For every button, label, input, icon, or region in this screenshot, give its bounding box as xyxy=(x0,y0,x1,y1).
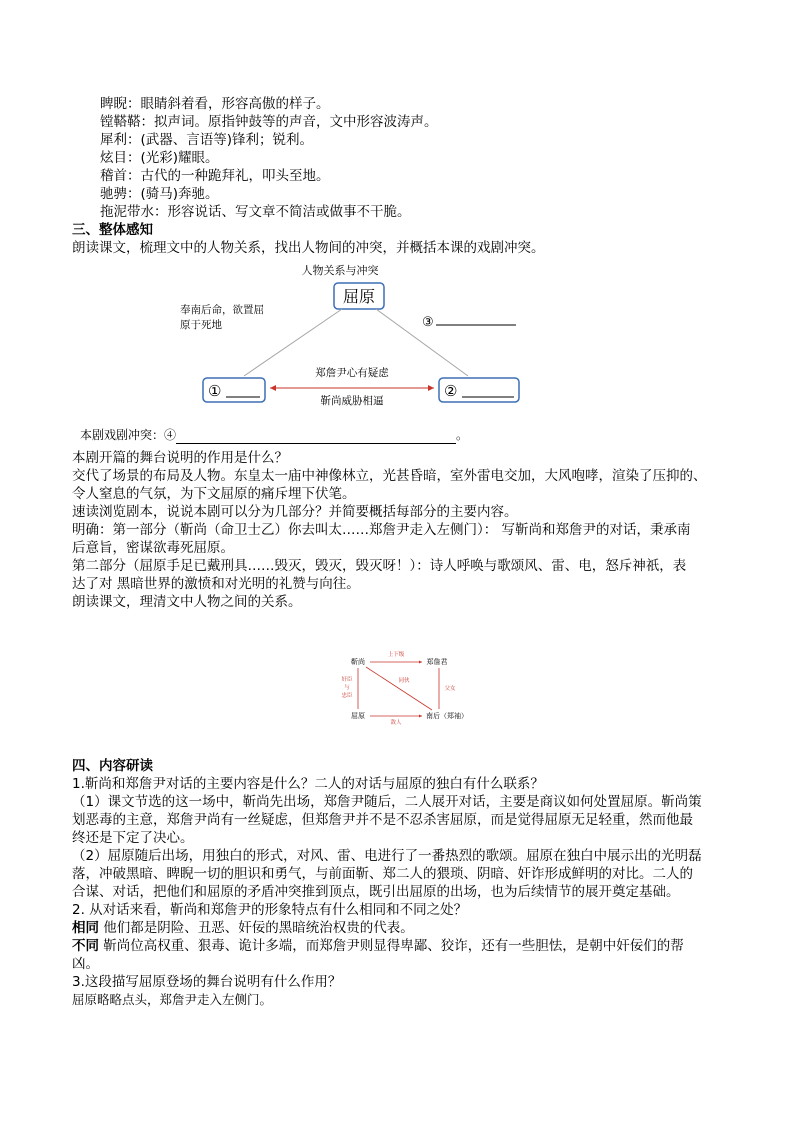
gloss-line: 驰骋：(骑马)奔驰。 xyxy=(100,186,219,202)
body-line: 后意旨，密谋欲毒死屈原。 xyxy=(72,540,234,556)
gloss-line: 拖泥带水：形容说话、写文章不简洁或做事不干脆。 xyxy=(100,204,411,220)
edge-left-label: 与 xyxy=(344,685,350,691)
node-1-label: ① xyxy=(208,382,222,400)
relationship-diagram xyxy=(150,258,530,408)
diff-label: 不同 xyxy=(72,938,99,954)
conflict-end: 。 xyxy=(456,428,469,442)
conflict-label: 本剧戏剧冲突：④ xyxy=(80,428,177,442)
body-line: 本剧开篇的舞台说明的作用是什么？ xyxy=(72,450,288,466)
edge-bottom-label: 敌人 xyxy=(390,720,402,725)
blank-3-label: ③ xyxy=(422,315,434,330)
node-2-label: ② xyxy=(444,382,458,400)
conflict-blank xyxy=(176,429,456,444)
body-line: 合谋、对话，把他们和屈原的矛盾冲突推到顶点，既引出屈原的出场，也为后续情节的展开奠定基础。 xyxy=(72,884,680,900)
body-line: 令人窒息的气氛，为下文屈原的痛斥埋下伏笔。 xyxy=(72,486,356,502)
body-line: 第二部分（屈原手足已戴刑具……毁灭，毁灭，毁灭呀！）：诗人呼唤与歌颂风、雷、电，怒斥神祇，表 xyxy=(72,558,687,574)
body-line: 1.靳尚和郑詹尹对话的主要内容是什么？二人的对话与屈原的独白有什么联系？ xyxy=(72,776,544,792)
section-heading: 三、整体感知 xyxy=(72,222,153,238)
left-note: 原于死地 xyxy=(180,319,222,331)
middle-top-label: 郑詹尹心有疑虑 xyxy=(315,367,389,379)
diff-text: 靳尚位高权重、狠毒、诡计多端，而郑詹尹则显得卑鄙、狡诈，还有一些胆怯，是朝中奸佞们的帮 xyxy=(99,938,684,954)
body-line: 凶。 xyxy=(72,956,99,972)
diagram-title: 人物关系与冲突 xyxy=(301,264,379,277)
edge-diagonal xyxy=(366,667,432,710)
edge-left-label: 奸臣 xyxy=(341,677,353,683)
body-line: 达了对 黑暗世界的激愤和对光明的礼赞与向往。 xyxy=(72,576,360,592)
section-heading: 四、内容研读 xyxy=(72,758,153,774)
body-line: （1）课文节选的这一场中，靳尚先出场，郑詹尹随后，二人展开对话，主要是商议如何处置屈原。靳尚策 xyxy=(72,794,702,810)
body-line: 速读浏览剧本，说说本剧可以分为几部分？并简要概括每部分的主要内容。 xyxy=(72,504,518,520)
body-line: 2. 从对话来看，靳尚和郑詹尹的形象特点有什么相同和不同之处？ xyxy=(72,902,468,918)
task-text: 朗读课文，梳理文中的人物关系，找出人物间的冲突，并概括本课的戏剧冲突。 xyxy=(72,240,545,256)
gloss-line: 睥睨：眼睛斜着看，形容高傲的样子。 xyxy=(100,96,330,112)
conflict-row xyxy=(80,426,468,444)
body-line: 终还是下定了决心。 xyxy=(72,830,194,846)
gloss-line: 犀利：(武器、言语等)锋利；锐利。 xyxy=(100,132,314,148)
same-row xyxy=(72,919,414,937)
gloss-line: 炫目：(光彩)耀眼。 xyxy=(100,150,219,166)
body-line: （2）屈原随后出场，用独白的形式，对风、雷、电进行了一番热烈的歌颂。屈原在独白中展示出的光明磊 xyxy=(72,848,702,864)
body-line: 朗读课文，理清文中人物之间的关系。 xyxy=(72,594,302,610)
edge-right-label: 父女 xyxy=(444,686,456,692)
edge-diagonal-label: 同伙 xyxy=(398,678,410,684)
body-line: 落，冲破黑暗、睥睨一切的胆识和勇气，与前面靳、郑二人的猥琐、阴暗、奸诈形成鲜明的对比。二人的 xyxy=(72,866,693,882)
same-label: 相同 xyxy=(72,920,99,936)
node-quyuan: 屈原 xyxy=(342,287,376,306)
edge-top-label: 上下级 xyxy=(387,652,405,658)
node-jinshang: 靳尚 xyxy=(351,658,365,666)
same-text: 他们都是阴险、丑恶、奸佞的黑暗统治权贵的代表。 xyxy=(99,920,414,936)
q3-answer: 屈原略略点头，郑詹尹走入左侧门。 xyxy=(72,992,273,1007)
node-zhengjun: 郑詹君 xyxy=(426,658,448,666)
edge-left xyxy=(244,309,342,376)
edge-left-label: 忠臣 xyxy=(341,693,353,699)
gloss-line: 镗鞳鞳：拟声词。原指钟鼓等的声音，文中形容波涛声。 xyxy=(100,114,438,130)
question-3: 3.这段描写屈原登场的舞台说明有什么作用？ xyxy=(72,974,342,990)
gloss-line: 稽首：古代的一种跪拜礼，叩头至地。 xyxy=(100,168,330,184)
node-nanhou: 南后（郑袖） xyxy=(426,712,468,720)
body-line: 交代了场景的布局及人物。东皇太一庙中神像林立，光甚昏暗，室外雷电交加，大风咆哮，渲染了压抑的、 xyxy=(72,468,707,484)
left-note: 奉南后命，欲置屈 xyxy=(180,304,264,316)
body-line: 明确：第一部分（靳尚（命卫士乙）你去叫太……郑詹尹走入左侧门）： 写靳尚和郑詹尹的对话，秉承南 xyxy=(72,522,691,538)
body-line: 划恶毒的主意，郑詹尹尚有一丝疑虑，但郑詹尹并不是不忍杀害屈原，而是觉得屈原无足轻重，然而他最 xyxy=(72,812,693,828)
middle-bottom-label: 靳尚威胁相逼 xyxy=(320,395,384,407)
character-relation-diagram xyxy=(328,645,478,725)
diff-row xyxy=(72,937,684,955)
node-quyuan: 屈原 xyxy=(351,712,365,720)
